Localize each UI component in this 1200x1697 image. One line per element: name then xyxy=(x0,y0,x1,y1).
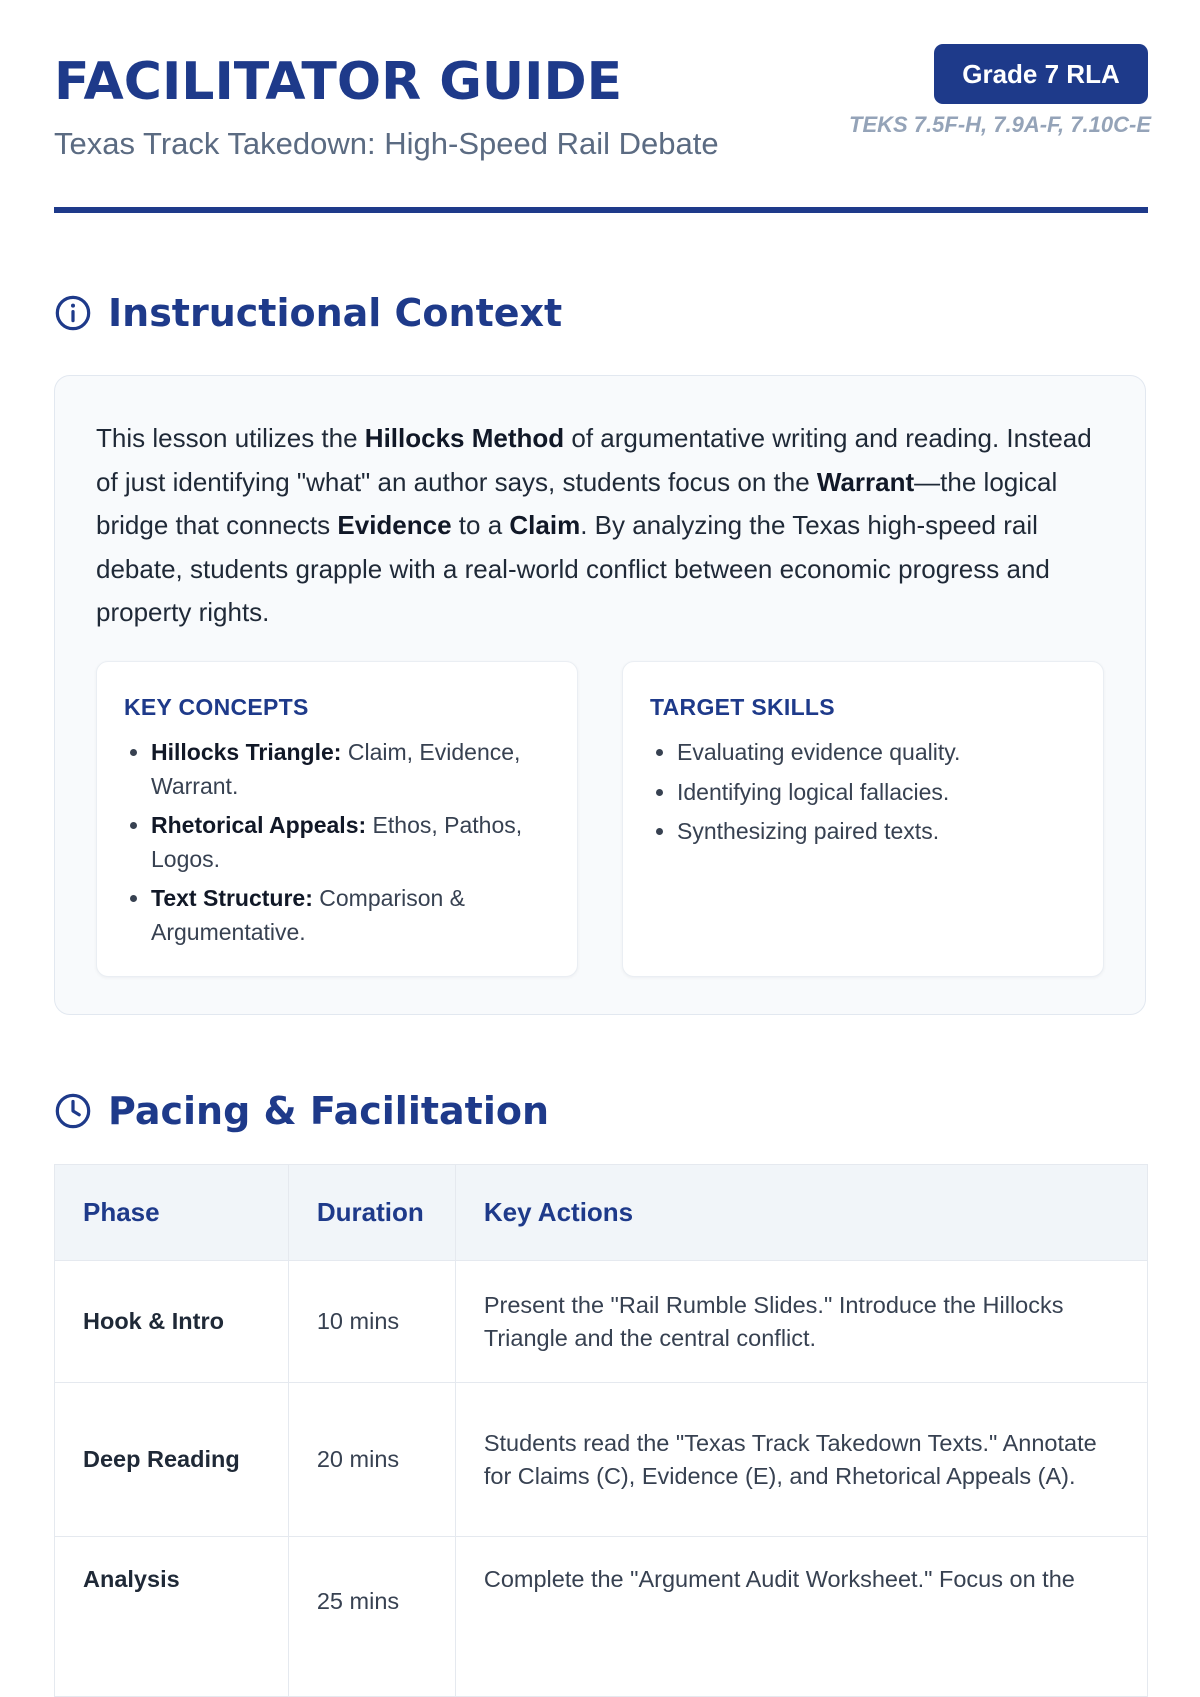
teks-standards: TEKS 7.5F-H, 7.9A-F, 7.10C-E xyxy=(849,112,1151,137)
info-icon xyxy=(54,294,92,332)
context-paragraph: This lesson utilizes the Hillocks Method of argumentative writing and reading. Instead of just identifying "what" an author says, students focus on the Warrant—the logical bridge that connects Evidence to a Claim. By analyzing the Texas high-speed rail debate, students grapple with a real-world conflict between economic progress and property rights. xyxy=(96,423,1092,627)
section-title: Pacing & Facilitation xyxy=(108,1089,550,1133)
instructional-context-card xyxy=(54,375,1146,1015)
list-item: • Evaluating evidence quality. xyxy=(677,736,1097,770)
actions-cell: Present the "Rail Rumble Slides." Introduce the Hillocks Triangle and the central conflict. xyxy=(455,1261,1147,1383)
duration-cell: 25 mins xyxy=(288,1537,455,1697)
column-header-phase: Phase xyxy=(55,1165,289,1261)
list-item: • Text Structure: Comparison & Argumentative. xyxy=(151,882,571,949)
table-row xyxy=(55,1537,1148,1697)
duration-cell: 20 mins xyxy=(288,1383,455,1537)
target-skills-list xyxy=(650,736,1097,855)
phase-cell: Hook & Intro xyxy=(55,1261,289,1383)
header-divider xyxy=(54,207,1148,213)
pacing-heading xyxy=(54,1089,550,1133)
section-title: Instructional Context xyxy=(108,291,563,335)
list-item: • Rhetorical Appeals: Ethos, Pathos, Logos. xyxy=(151,809,571,876)
duration-cell: 10 mins xyxy=(288,1261,455,1383)
instructional-context-heading xyxy=(54,291,563,335)
list-item: • Identifying logical fallacies. xyxy=(677,776,1097,810)
actions-cell: Complete the "Argument Audit Worksheet." Focus on the xyxy=(455,1537,1147,1697)
key-concepts-card xyxy=(96,661,578,977)
key-concepts-title: KEY CONCEPTS xyxy=(124,694,309,720)
page-subtitle: Texas Track Takedown: High-Speed Rail Debate xyxy=(54,126,719,161)
table-header-row xyxy=(55,1165,1148,1261)
target-skills-title: TARGET SKILLS xyxy=(650,694,835,720)
column-header-duration: Duration xyxy=(288,1165,455,1261)
phase-cell: Analysis xyxy=(55,1537,289,1697)
target-skills-card xyxy=(622,661,1104,977)
list-item: • Synthesizing paired texts. xyxy=(677,815,1097,849)
clock-icon xyxy=(54,1092,92,1130)
actions-cell: Students read the "Texas Track Takedown Texts." Annotate for Claims (C), Evidence (E), and Rhetorical Appeals (A). xyxy=(455,1383,1147,1537)
phase-cell: Deep Reading xyxy=(55,1383,289,1537)
grade-badge: Grade 7 RLA xyxy=(934,44,1148,104)
table-row xyxy=(55,1261,1148,1383)
pacing-table xyxy=(54,1164,1148,1697)
guide-header xyxy=(54,44,1151,214)
table-row xyxy=(55,1383,1148,1537)
list-item: • Hillocks Triangle: Claim, Evidence, Warrant. xyxy=(151,736,571,803)
key-concepts-list xyxy=(124,736,571,955)
page-title: FACILITATOR GUIDE xyxy=(54,52,623,112)
column-header-actions: Key Actions xyxy=(455,1165,1147,1261)
